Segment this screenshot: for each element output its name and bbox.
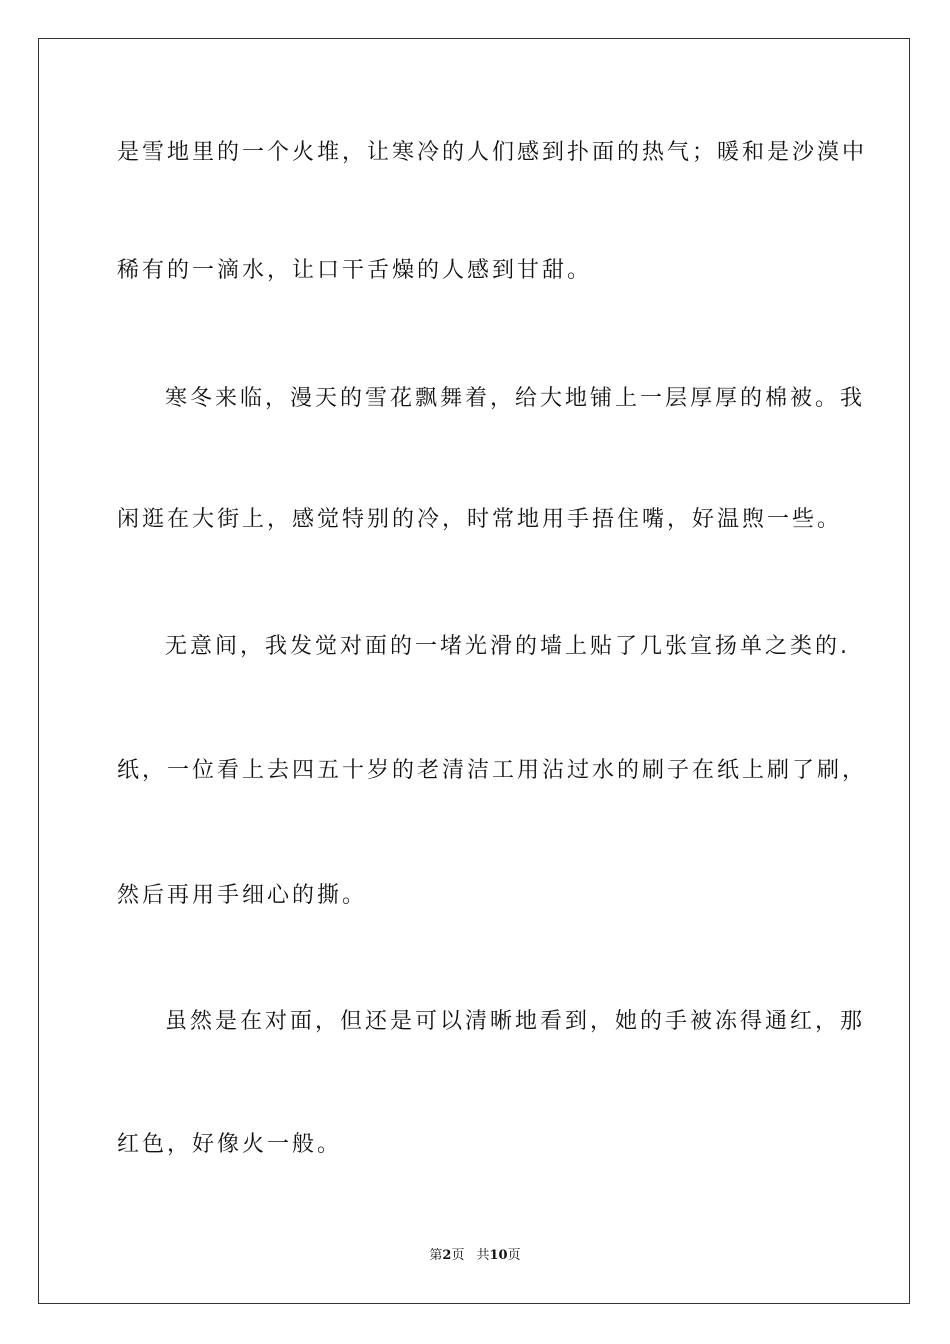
page-suffix: 页: [451, 1248, 465, 1263]
body-line-1: 是雪地里的一个火堆，让寒冷的人们感到扑面的热气；暖和是沙漠中: [117, 140, 868, 165]
body-line-2: 稀有的一滴水，让口干舌燥的人感到甘甜。: [117, 258, 593, 283]
page-footer: [0, 1247, 950, 1265]
paragraph-3-line-2: 纸，一位看上去四五十岁的老清洁工用沾过水的刷子在纸上刷了刷，: [117, 758, 868, 783]
paragraph-3-line-3: 然后再用手细心的撕。: [117, 883, 368, 908]
total-suffix: 页: [507, 1248, 521, 1263]
paragraph-2-line-2: 闲逛在大街上，感觉特别的冷，时常地用手捂住嘴，好温煦一些。: [117, 507, 843, 532]
paragraph-2-line-1: 寒冬来临，漫天的雪花飘舞着，给大地铺上一层厚厚的棉被。我: [165, 386, 866, 411]
paragraph-4-line-2: 红色，好像火一般。: [117, 1132, 343, 1157]
page-prefix: 第: [429, 1248, 443, 1263]
total-pages: 10: [489, 1248, 508, 1263]
paragraph-3-line-1: 无意间，我发觉对面的一堵光滑的墙上贴了几张宣扬单之类的.: [165, 634, 850, 659]
total-prefix: 共: [476, 1248, 490, 1263]
page-number: 2: [442, 1248, 452, 1263]
paragraph-4-line-1: 虽然是在对面，但还是可以清晰地看到，她的手被冻得通红，那: [165, 1009, 866, 1034]
page-border: [38, 38, 910, 1304]
